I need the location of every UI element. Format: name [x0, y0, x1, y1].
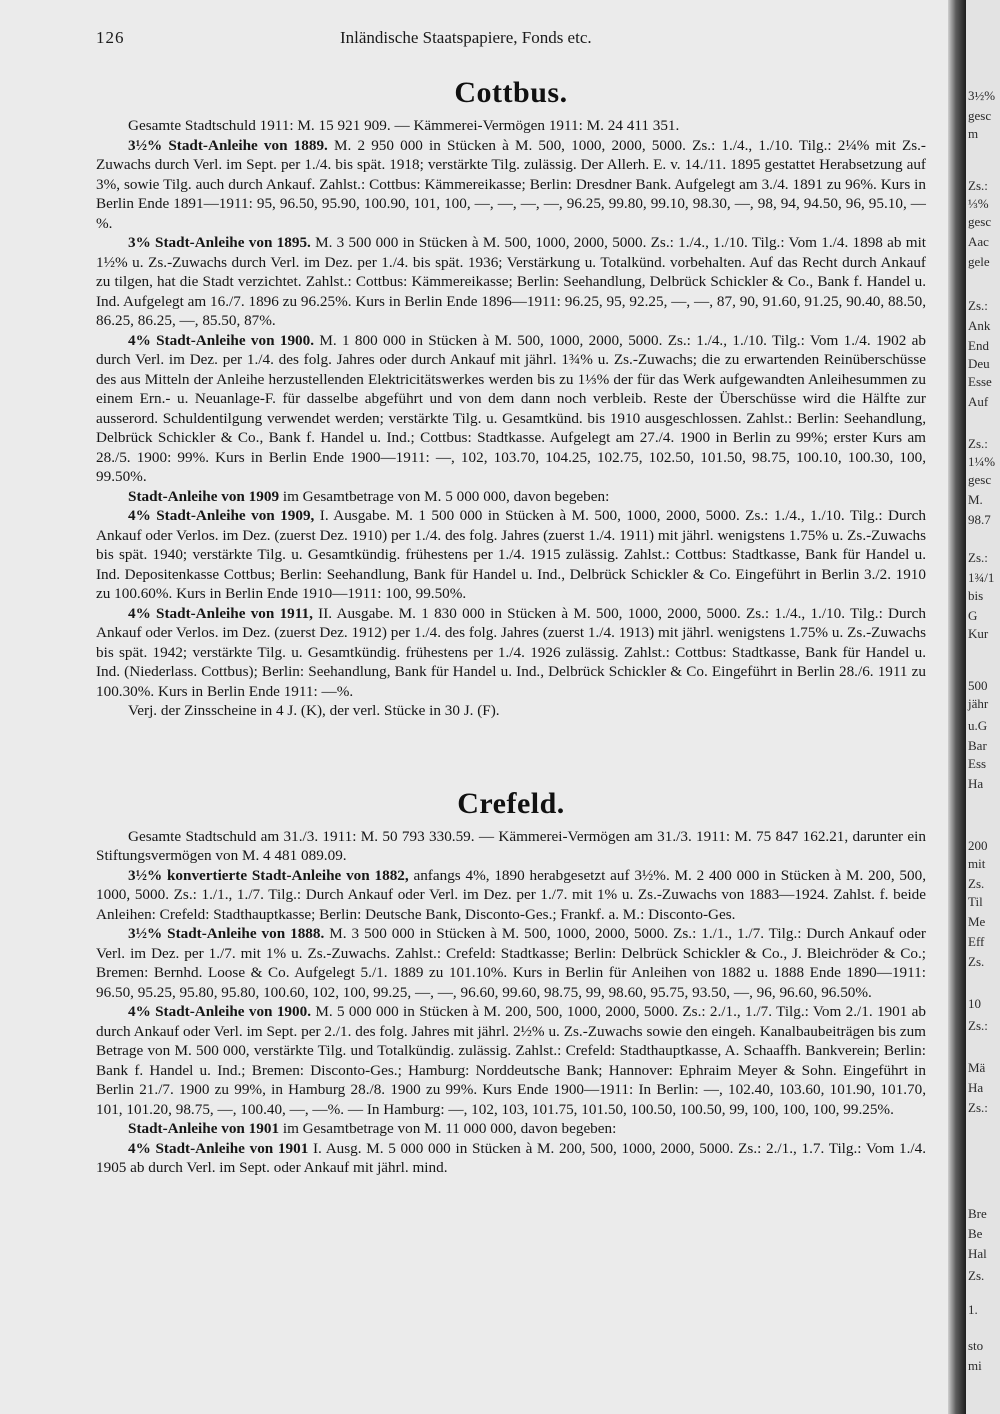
- edge-text-fragment: Auf: [968, 394, 989, 409]
- edge-text-fragment: mi: [968, 1358, 982, 1373]
- edge-text-fragment: M.: [968, 492, 983, 507]
- edge-text-fragment: Aac: [968, 234, 989, 249]
- edge-text-fragment: Zs.:: [968, 436, 988, 451]
- edge-text-fragment: Zs.:: [968, 178, 988, 193]
- edge-text-fragment: mit: [968, 856, 986, 871]
- edge-text-fragment: Bar: [968, 738, 987, 753]
- entry-title: 3% Stadt-Anleihe von 1895.: [128, 234, 311, 251]
- entry-text: M. 2 950 000 in Stücken à M. 500, 1000, 2000, 5000. Zs.: 1./4., 1./10. Tilg.: 2¼% mit Zs.-Zuwachs durch Verl. im Sept. per 1./4. bis spät. 1918; verstärkte Tilg. zulässig. Der Allerh. E. v. 14./11. 1895 gestattet Herabsetzung auf 3%, sowie Tilg. auch durch Ankauf. Zahlst.: Cottbus: Kämmereikasse; Berlin: Dresdner Bank. Aufgelegt am 3./4. 1891 zu 96%. Kurs in Berlin Ende 1891—1911: 95, 96.50, 95.90, 100.90, 101, 100, —, —, —, —, 96.25, 99.80, 99.10, 98.30, —, 98, 94, 94.50, 96, 95.10, —%.: [96, 136, 926, 232]
- entry-text: M. 1 800 000 in Stücken à M. 500, 1000, 2000, 5000. Zs.: 1./4., 1./10. Tilg.: Vom 1./4. 1902 ab durch Verl. im Dez. per 1./4. des folg. Jahres oder durch Ankauf mit jährl. 1¾% u. Zs.-Zuwachs; die zu erwartenden Reinüberschüsse des aus Mitteln der Anleihe herzustellenden Elektricitätswerkes werden bis zu 1⅓% der für das Werk aufgewandten Anleihesummen zu einem Ern.- u. Neuanlage-F. für dasselbe abgeführt und von dem dann noch verbleib. Reste der Überschüsse wird die Hälfte zur ausserord. Schuldentilgung verwendet werden; verstärkte Tilg. u. Gesamtkünd. bis 1910 ausgeschlossen. Zahlst.: Berlin: Seehandlung, Delbrück Schickler & Co., Bank f. Handel u. Ind.; Cottbus: Stadtkasse. Aufgelegt am 27./4. 1900 in Berlin zu 99%; erster Kurs am 28./5. 1900: 99%. Kurs in Berlin Ende 1900—1911: —, 102, 103.70, 104.25, 102.75, 102.50, 101.50, 98.75, 100.10, 100.30, 100, 99.50%.: [96, 331, 926, 485]
- entry-text: M. 3 500 000 in Stücken à M. 500, 1000, 2000, 5000. Zs.: 1./4., 1./10. Tilg.: Vom 1./4. 1898 ab mit 1½% u. Zs.-Zuwachs durch Verl. im Dez. per 1./4. bis spät. 1936; Verstärkung u. Totalkünd. vorbehalten. Auf das Recht durch Ankauf zu tilgen, hat die Stadt verzichtet. Zahlst.: Cottbus: Kämmereikasse; Berlin: Seehandlung, Delbrück Schickler & Co., Bank f. Handel u. Ind. Aufgelegt am 16./7. 1896 zu 96.25%. Kurs in Berlin Ende 1896—1911: 96.25, 95, 92.25, —, —, 87, 90, 91.60, 91.25, 90.40, 88.50, 86.25, 86.25, —, 85.50, 87%.: [96, 234, 927, 329]
- entry-paragraph: [96, 924, 926, 1002]
- edge-text-fragment: ⅓%: [968, 196, 989, 211]
- edge-text-fragment: Hal: [968, 1246, 987, 1261]
- edge-text-fragment: G: [968, 608, 978, 623]
- entry-paragraph: [96, 701, 926, 721]
- entry-text: im Gesamtbetrage von M. 11 000 000, davon begeben:: [279, 1120, 617, 1137]
- entry-paragraph: [96, 136, 926, 234]
- entry-title: 3½% Stadt-Anleihe von 1888.: [128, 925, 325, 942]
- edge-text-fragment: Eff: [968, 934, 985, 949]
- edge-text-fragment: Ha: [968, 1080, 984, 1095]
- entry-paragraph: [96, 1002, 926, 1119]
- page-number: 126: [96, 28, 125, 47]
- edge-text-fragment: Kur: [968, 626, 989, 641]
- edge-text-fragment: m: [968, 126, 979, 141]
- city-heading: Cottbus.: [454, 76, 568, 109]
- entry-title: 4% Stadt-Anleihe von 1901: [128, 1139, 309, 1157]
- edge-text-fragment: gele: [968, 254, 990, 269]
- entry-title: 3½% konvertierte Stadt-Anleihe von 1882,: [128, 866, 409, 884]
- edge-text-fragment: 200: [968, 838, 988, 853]
- entry-title: 4% Stadt-Anleihe von 1911,: [128, 604, 313, 622]
- edge-text-fragment: 1¾/1: [968, 570, 995, 585]
- entry-title: 4% Stadt-Anleihe von 1900.: [128, 331, 315, 349]
- entry-paragraph: [96, 331, 926, 487]
- entry-title: 4% Stadt-Anleihe von 1900.: [128, 1003, 311, 1020]
- running-head: [96, 28, 926, 56]
- entry-title: 3½% Stadt-Anleihe von 1889.: [128, 136, 328, 154]
- entry-title: 4% Stadt-Anleihe von 1909,: [128, 507, 315, 524]
- edge-text-fragment: Deu: [968, 356, 990, 371]
- entry-paragraph: [96, 1139, 926, 1178]
- entry-paragraph: [96, 487, 926, 507]
- entry-paragraph: [96, 1119, 926, 1139]
- city-heading: Crefeld.: [457, 786, 565, 820]
- edge-text-fragment: Esse: [968, 374, 992, 389]
- edge-text-fragment: 1¼%: [968, 454, 996, 469]
- book-gutter: [948, 0, 966, 1414]
- adjacent-page-edge: [966, 0, 1000, 1414]
- edge-text-fragment: Ha: [968, 776, 984, 791]
- entry-text: Gesamte Stadtschuld 1911: M. 15 921 909. — Kämmerei-Vermögen 1911: M. 24 411 351.: [128, 117, 680, 134]
- edge-text-fragment: Zs.:: [968, 1100, 988, 1115]
- entry-paragraph: [96, 233, 926, 331]
- edge-text-fragment: Me: [968, 914, 986, 929]
- document-body: [96, 70, 926, 1178]
- entry-title: Stadt-Anleihe von 1901: [128, 1120, 280, 1137]
- entry-text: Verj. der Zinsscheine in 4 J. (K), der verl. Stücke in 30 J. (F).: [128, 702, 500, 719]
- edge-text-fragment: u.G: [968, 718, 988, 733]
- entry-paragraph: [96, 827, 926, 866]
- entry-text: I. Ausg. M. 5 000 000 in Stücken à M. 200, 500, 1000, 2000, 5000. Zs.: 2./1., 1.7. Tilg.: Vom 1./4. 1905 ab durch Verl. im Sept. oder Ankauf mit jährl. mind.: [96, 1139, 927, 1176]
- entry-text: im Gesamtbetrage von M. 5 000 000, davon begeben:: [279, 487, 610, 505]
- entry-text: Gesamte Stadtschuld am 31./3. 1911: M. 50 793 330.59. — Kämmerei-Vermögen am 31./3. 1911: M. 75 847 162.21, darunter ein Stiftungsvermögen von M. 4 481 089.09.: [96, 827, 926, 864]
- edge-text-fragment: 3½%: [968, 88, 996, 103]
- entry-paragraph: [96, 506, 926, 604]
- section-gap: [96, 721, 926, 781]
- edge-text-fragment: gesc: [968, 108, 992, 123]
- entry-text: M. 5 000 000 in Stücken à M. 200, 500, 1000, 2000, 5000. Zs.: 2./1., 1./7. Tilg.: Vom 2./1. 1901 ab durch Ankauf oder Verl. im Sept. per 2./1. des folg. Jahres mit jährl. 2½% u. Zs.-Zuwachs sowie den eingeh. Kanalbaubeiträgen bis zum Betrage von M. 500 000, verstärkte Tilg. und Totalkündig. zulässig. Zahlst.: Crefeld: Stadthauptkasse, A. Schaaffh. Bankverein; Berlin: Bank f. Handel u. Ind.; Bremen: Disconto-Ges.; Hamburg: Norddeutsche Bank; Hannover: Ephraim Meyer & Sohn. Eingeführt in Berlin 21./7. 1900 zu 99%, in Hamburg 28./8. 1900 zu 99%. Kurs Ende 1900—1911: In Berlin: —, 102.40, 103.60, 101.90, 101.70, 101, 101.20, 98.75, —, 100.40, —, —%. — In Hamburg: —, 102, 103, 101.75, 101.50, 100.50, 100.50, 99, 100, 100, 100, 99.25%.: [96, 1003, 926, 1118]
- edge-text-fragment: Be: [968, 1226, 983, 1241]
- edge-text-fragment: jähr: [968, 696, 989, 711]
- edge-text-fragment: Til: [968, 894, 983, 909]
- entry-text: I. Ausgabe. M. 1 500 000 in Stücken à M. 500, 1000, 2000, 5000. Zs.: 1./4., 1./10. Tilg.: Durch Ankauf oder Verlos. im Dez. (zuerst Dez. 1910) per 1./4. des folg. Jahres (zuerst 1./4. 1911) mit jährl. wenigstens 1.75% u. Zs.-Zuwachs bis spät. 1940; verstärkte Tilg. u. Gesamtkündig. frühestens per 1./4. 1915 zulässig. Zahlst.: Cottbus: Stadtkasse, Bank für Handel u. Ind. Depositenkasse Cottbus; Berlin: Seehandlung, Bank für Handel u. Ind., Delbrück Schickler & Co. Eingeführt in Berlin 3./2. 1910 zu 100.60%. Kurs in Berlin Ende 1910—1911: 100, 99.50%.: [96, 507, 926, 602]
- entry-paragraph: [96, 116, 926, 136]
- edge-text-fragment: gesc: [968, 214, 992, 229]
- entry-paragraph: [96, 866, 926, 925]
- edge-text-fragment: Bre: [968, 1206, 987, 1221]
- edge-text-fragment: 10: [968, 996, 981, 1011]
- edge-text-fragment: Zs.:: [968, 550, 988, 565]
- entry-text: anfangs 4%, 1890 herabgesetzt auf 3½%. M. 2 400 000 in Stücken à M. 200, 500, 1000, 5000. Zs.: 1./1., 1./7. Tilg.: Durch Ankauf oder Verl. im Dez. per 1./7. mit 1% u. Zs.-Zuwachs von 1883—1924. Zahlst. f. beide Anleihen: Crefeld: Stadthauptkasse; Berlin: Deutsche Bank, Disconto-Ges.; Frankf. a. M.: Disconto-Ges.: [96, 866, 927, 923]
- edge-text-fragment: Ess: [968, 756, 987, 771]
- edge-text-fragment: Zs.:: [968, 1018, 988, 1033]
- edge-text-fragment: sto: [968, 1338, 984, 1353]
- entry-paragraph: [96, 604, 926, 702]
- edge-text-fragment: Zs.: [968, 1268, 985, 1283]
- edge-text-fragment: Zs.: [968, 876, 985, 891]
- edge-text-fragment: Zs.: [968, 954, 985, 969]
- edge-text-fragment: 500: [968, 678, 988, 693]
- edge-text-fragment: Ank: [968, 318, 991, 333]
- entry-title: Stadt-Anleihe von 1909: [128, 487, 280, 505]
- entry-text: M. 3 500 000 in Stücken à M. 500, 1000, 2000, 5000. Zs.: 1./1., 1./7. Tilg.: Durch Ankauf oder Verl. im Dez. per 1./7. mit 1% u. Zs.-Zuwachs. Zahlst.: Crefeld: Stadtkasse; Berlin: Delbrück Schickler & Co., J. Bleichröder & Co.; Bremen: Bernhd. Loose & Co. Aufgelegt 5./1. 1889 zu 101.10%. Kurs in Berlin für Anleihen von 1882 u. 1888 Ende 1890—1911: 96.50, 95.25, 95.80, 95.80, 100.60, 102, 100, 99.25, —, —, 96.60, 99.60, 98.75, 99, 98.60, 95.75, 93.50, —, 96, 96.60, 96.50%.: [96, 925, 926, 1001]
- edge-text-fragment: bis: [968, 588, 984, 603]
- edge-text-fragment: 1.: [968, 1302, 978, 1317]
- edge-text-fragment: End: [968, 338, 989, 353]
- edge-text-fragment: gesc: [968, 472, 992, 487]
- entry-text: II. Ausgabe. M. 1 830 000 in Stücken à M. 500, 1000, 2000, 5000. Zs.: 1./4., 1./10. Tilg.: Durch Ankauf oder Verlos. im Dez. (zuerst Dez. 1912) per 1./4. des folg. Jahres (zuerst 1./4. 1913) mit jährl. wenigstens 1.75% u. Zs.-Zuwachs bis spät. 1942; verstärkte Tilg. u. Gesamtkündig. frühestens per 1./4. 1926 zulässig. Zahlst.: Cottbus: Stadtkasse, Bank für Handel u. Ind. (Niederlass. Cottbus); Berlin: Seehandlung, Bank für Handel u. Ind., Delbrück Schickler & Co. Eingeführt in Berlin 28./6. 1911 zu 100.30%. Kurs in Berlin Ende 1911: —%.: [96, 604, 926, 700]
- edge-text-fragment: 98.7: [968, 512, 991, 527]
- edge-text-fragment: Zs.:: [968, 298, 988, 313]
- edge-text-fragment: Mä: [968, 1060, 986, 1075]
- running-title: Inländische Staatspapiere, Fonds etc.: [340, 28, 592, 47]
